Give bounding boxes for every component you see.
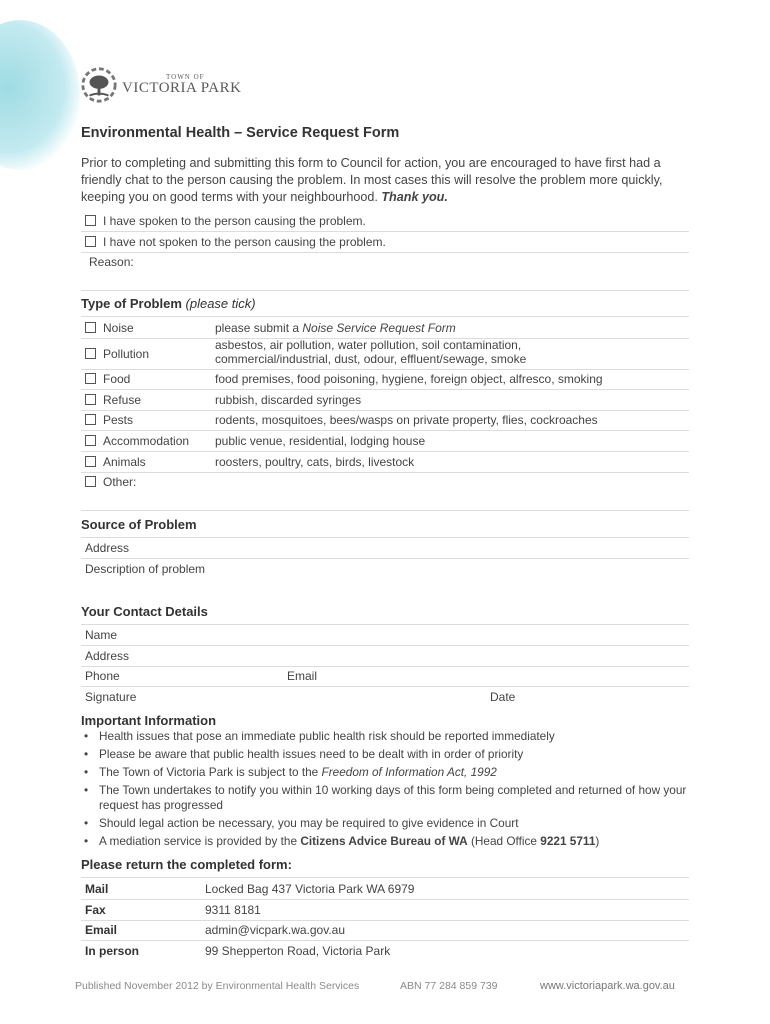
contact-phone-email-row[interactable] — [81, 666, 689, 687]
accommodation-option[interactable] — [85, 434, 189, 448]
other-option[interactable] — [85, 475, 136, 489]
other-label: Other: — [103, 475, 137, 489]
checkbox[interactable] — [85, 435, 96, 446]
pollution-desc-line1: asbestos, air pollution, water pollution, soil contamination, — [215, 338, 522, 352]
page-title: Environmental Health – Service Request Form — [81, 125, 400, 141]
pests-option[interactable] — [85, 413, 133, 427]
footer-website-link[interactable]: www.victoriapark.wa.gov.au — [540, 980, 675, 992]
contact-name-label: Name — [85, 628, 118, 642]
problem-row-pests — [81, 410, 689, 431]
info-head-office: (Head Office — [470, 834, 537, 848]
animals-option[interactable] — [85, 455, 146, 469]
info-mediation-text: A mediation service is provided by the — [99, 834, 298, 848]
problem-row-food — [81, 369, 689, 390]
return-fax-row — [81, 900, 689, 921]
council-logo — [80, 66, 241, 104]
return-email-key: Email — [85, 923, 118, 937]
info-cab-phone: 9221 5711 — [540, 834, 596, 848]
footer-abn: ABN 77 284 859 739 — [400, 980, 498, 992]
info-close-paren: ) — [595, 834, 600, 848]
contact-address-label: Address — [85, 649, 130, 663]
info-item: • Please be aware that public health issues need to be dealt with in order of priority — [81, 747, 691, 762]
info-foi-act: Freedom of Information Act, 1992 — [321, 765, 497, 779]
spoken-yes-option[interactable] — [85, 214, 366, 228]
info-item: • Health issues that pose an immediate public health risk should be reported immediately — [81, 729, 691, 744]
problem-heading-note: (please tick) — [185, 296, 256, 311]
spoken-yes-row — [81, 211, 689, 232]
info-item — [81, 765, 691, 780]
info-heading: Important Information — [81, 713, 217, 728]
info-item — [81, 834, 691, 849]
problem-row-animals — [81, 452, 689, 473]
source-heading: Source of Problem — [81, 517, 197, 532]
tree-logo-icon — [80, 66, 118, 104]
spoken-no-label: I have not spoken to the person causing the problem. — [103, 235, 386, 249]
return-person-key: In person — [85, 944, 140, 958]
noise-option[interactable] — [85, 321, 134, 335]
contact-signature-label: Signature — [85, 690, 137, 704]
info-item: • Should legal action be necessary, you may be required to give evidence in Court — [81, 816, 691, 831]
spoken-no-row — [81, 232, 689, 253]
source-description-label: Description of problem — [85, 562, 206, 576]
noise-form-name: Noise Service Request Form — [302, 321, 456, 335]
pollution-desc — [215, 338, 526, 366]
reason-row[interactable] — [81, 252, 689, 291]
logo-big-text: VICTORIA PARK — [122, 80, 242, 96]
source-address-label: Address — [85, 541, 130, 555]
info-list — [81, 729, 691, 852]
info-foi-text: The Town of Victoria Park is subject to the — [99, 765, 319, 779]
pests-label: Pests — [103, 413, 134, 427]
contact-phone-label: Phone — [85, 669, 120, 683]
food-option[interactable] — [85, 372, 130, 386]
accommodation-desc: public venue, residential, lodging house — [215, 434, 426, 448]
noise-desc-text: please submit a — [215, 321, 300, 335]
pollution-option[interactable] — [85, 347, 149, 361]
refuse-option[interactable] — [85, 393, 141, 407]
checkbox[interactable] — [85, 236, 96, 247]
source-heading-rule — [81, 517, 689, 538]
spoken-yes-label: I have spoken to the person causing the problem. — [103, 214, 366, 228]
food-label: Food — [103, 372, 131, 386]
footer-published: Published November 2012 by Environmental Health Services — [75, 980, 360, 992]
checkbox[interactable] — [85, 215, 96, 226]
problem-row-accommodation — [81, 431, 689, 452]
checkbox[interactable] — [85, 414, 96, 425]
problem-row-other[interactable] — [81, 472, 689, 511]
return-heading: Please return the completed form: — [81, 857, 292, 872]
logo-small-text: TOWN OF — [166, 73, 205, 81]
contact-date-label: Date — [490, 690, 516, 704]
info-item: • The Town undertakes to notify you within 10 working days of this form being completed and returned of how your request has progressed — [81, 783, 691, 813]
return-mail-key: Mail — [85, 882, 109, 896]
return-fax-value: 9311 8181 — [205, 903, 261, 917]
refuse-desc: rubbish, discarded syringes — [215, 393, 362, 407]
source-address-row[interactable] — [81, 538, 689, 559]
return-heading-rule — [81, 857, 689, 878]
pests-desc: rodents, mosquitoes, bees/wasps on private property, flies, cockroaches — [215, 413, 598, 427]
intro-thanks: Thank you. — [381, 190, 448, 204]
return-fax-key: Fax — [85, 903, 106, 917]
decorative-blob — [0, 20, 80, 170]
spoken-no-option[interactable] — [85, 235, 386, 249]
intro-text: Prior to completing and submitting this form to Council for action, you are encouraged to have first had a friendly chat to the person causing the problem. In most cases this will resolve the problem more quickly, keeping you on good terms with your neighbourhood. — [81, 156, 663, 204]
checkbox[interactable] — [85, 476, 96, 487]
checkbox[interactable] — [85, 322, 96, 333]
noise-desc — [215, 321, 456, 335]
checkbox[interactable] — [85, 456, 96, 467]
contact-address-row[interactable] — [81, 646, 689, 667]
contact-email-label: Email — [287, 669, 318, 683]
problem-heading-text: Type of Problem — [81, 296, 182, 311]
source-description-row[interactable] — [81, 559, 689, 579]
intro-paragraph — [81, 155, 691, 206]
contact-heading: Your Contact Details — [81, 604, 208, 619]
return-email-row — [81, 920, 689, 941]
return-person-value: 99 Shepperton Road, Victoria Park — [205, 944, 391, 958]
return-email-link[interactable]: admin@vicpark.wa.gov.au — [205, 923, 346, 937]
pollution-desc-line2: commercial/industrial, dust, odour, effluent/sewage, smoke — [215, 352, 527, 366]
contact-name-row[interactable] — [81, 625, 689, 646]
food-desc: food premises, food poisoning, hygiene, foreign object, alfresco, smoking — [215, 372, 603, 386]
refuse-label: Refuse — [103, 393, 142, 407]
contact-signature-row[interactable] — [81, 687, 689, 707]
accommodation-label: Accommodation — [103, 434, 190, 448]
problem-heading-rule — [81, 296, 689, 317]
contact-heading-rule — [81, 604, 689, 625]
animals-label: Animals — [103, 455, 146, 469]
problem-row-refuse — [81, 390, 689, 411]
problem-row-noise — [81, 318, 689, 339]
reason-label: Reason: — [89, 255, 134, 269]
animals-desc: roosters, poultry, cats, birds, livestock — [215, 455, 415, 469]
pollution-label: Pollution — [103, 347, 150, 361]
return-person-row — [81, 941, 689, 961]
return-mail-row — [81, 879, 689, 900]
return-mail-value: Locked Bag 437 Victoria Park WA 6979 — [205, 882, 415, 896]
checkbox[interactable] — [85, 373, 96, 384]
problem-row-pollution — [81, 339, 689, 370]
noise-label: Noise — [103, 321, 134, 335]
checkbox[interactable] — [85, 394, 96, 405]
checkbox[interactable] — [85, 348, 96, 359]
info-cab-name: Citizens Advice Bureau of WA — [300, 834, 468, 848]
